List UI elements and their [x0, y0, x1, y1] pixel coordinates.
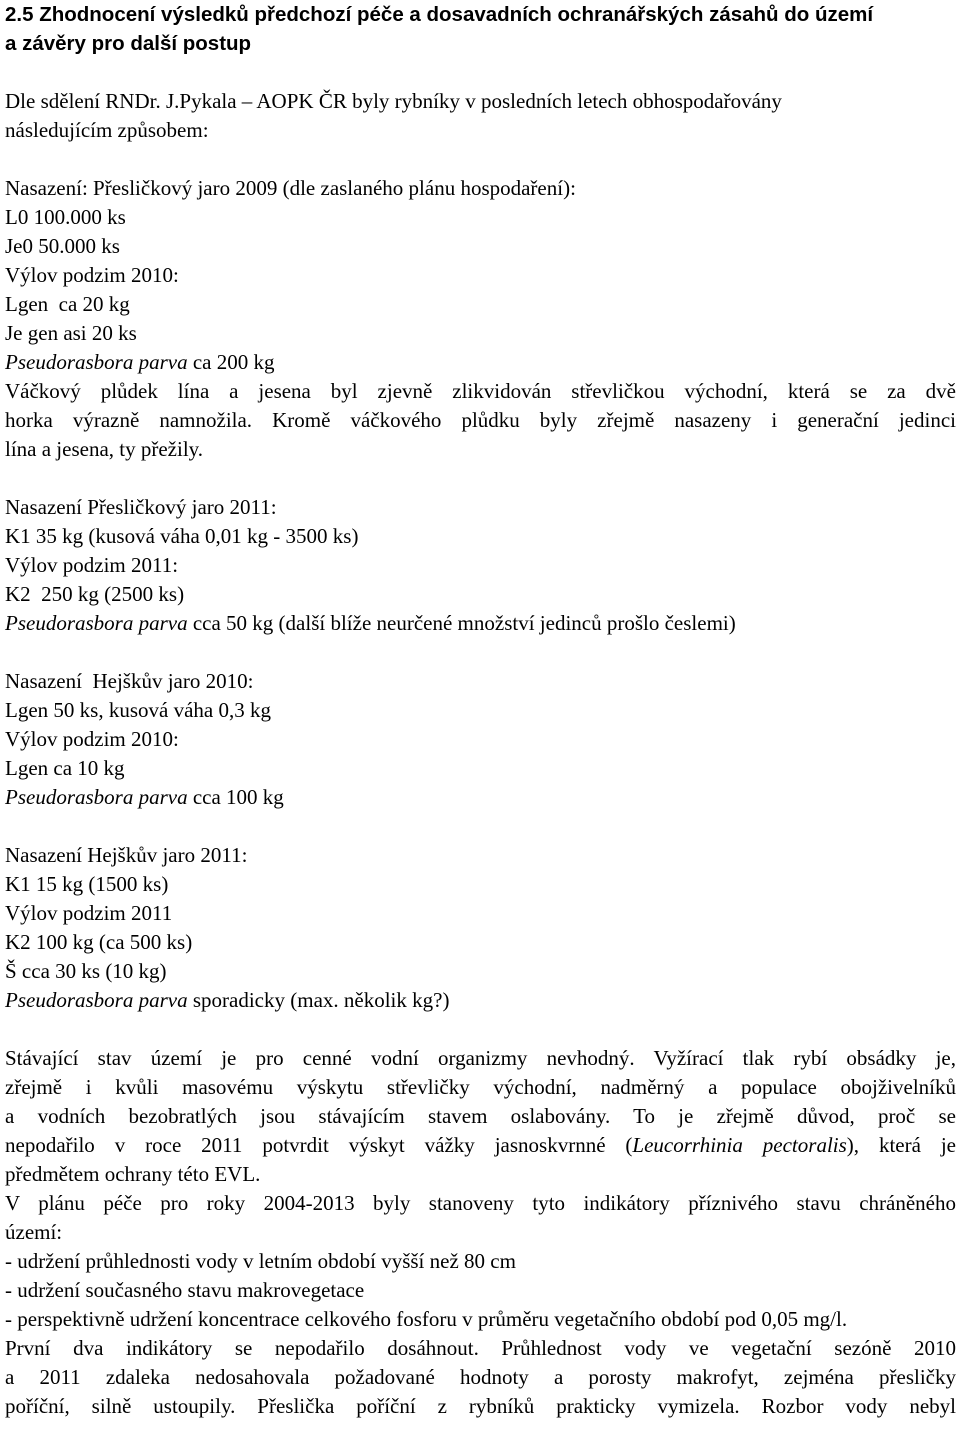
block2-line: K2 250 kg (2500 ks) [5, 582, 185, 606]
block1-line: Výlov podzim 2010: [5, 263, 179, 287]
block2-line [5, 609, 956, 638]
conclusion-line: První dva indikátory se nepodařilo dosáhnout. Průhlednost vody ve vegetační sezóně 2010 [5, 1336, 956, 1360]
indicators-section [5, 1189, 956, 1334]
indicators-line: území: [5, 1220, 63, 1244]
stocking-block-1 [5, 174, 956, 464]
species-name: Pseudorasbora parva [5, 785, 188, 809]
block3-line: Lgen ca 10 kg [5, 756, 125, 780]
species-name: Pseudorasbora parva [5, 988, 188, 1012]
block2-line: Nasazení Přesličkový jaro 2011: [5, 495, 277, 519]
conclusion-line: poříční, silně ustoupily. Přeslička poříční z rybníků prakticky vymizela. Rozbor vody nebyl [5, 1394, 956, 1418]
amount-text: cca 50 kg (další blíže neurčené množství jedinců prošlo česlemi) [187, 611, 736, 635]
indicator-item: - perspektivně udržení koncentrace celkového fosforu v průměru vegetačního období pod 0,05 mg/l. [5, 1307, 848, 1331]
assessment-text: nepodařilo v roce 2011 potvrdit výskyt vážky jasnoskvrnné ( [5, 1133, 633, 1157]
block3-line [5, 783, 956, 812]
block3-line: Výlov podzim 2010: [5, 727, 179, 751]
species-name: Pseudorasbora parva [5, 611, 188, 635]
block4-line: Výlov podzim 2011 [5, 901, 173, 925]
spacer [5, 638, 956, 667]
spacer [5, 812, 956, 841]
indicators-intro [5, 1189, 956, 1247]
block2-line: Výlov podzim 2011: [5, 553, 179, 577]
block1-line: lína a jesena, ty přežily. [5, 437, 204, 461]
indicator-item: - udržení současného stavu makrovegetace [5, 1278, 365, 1302]
block3-line: Lgen 50 ks, kusová váha 0,3 kg [5, 698, 271, 722]
block4-line [5, 986, 956, 1015]
block2-line: K1 35 kg (kusová váha 0,01 kg - 3500 ks) [5, 524, 359, 548]
intro-line-2: následujícím způsobem: [5, 118, 209, 142]
block1-line: Je gen asi 20 ks [5, 321, 137, 345]
assessment-text: ), která je [846, 1133, 956, 1157]
amount-text: ca 200 kg [187, 350, 275, 374]
block4-line: K1 15 kg (1500 ks) [5, 872, 169, 896]
block1-line: Nasazení: Přesličkový jaro 2009 (dle zaslaného plánu hospodaření): [5, 176, 576, 200]
block3-line: Nasazení Hejškův jaro 2010: [5, 669, 254, 693]
assessment-line: zřejmě i kvůli masovému výskytu střevličky východní, nadměrný a populace obojživelníků [5, 1075, 956, 1099]
heading-line-1: 2.5 Zhodnocení výsledků předchozí péče a dosavadních ochranářských zásahů do území [5, 3, 874, 26]
spacer [5, 464, 956, 493]
assessment-line: Stávající stav území je pro cenné vodní organizmy nevhodný. Vyžírací tlak rybí obsádky je, [5, 1046, 956, 1070]
heading-line-2: a závěry pro další postup [5, 32, 252, 55]
block1-paragraph [5, 377, 956, 464]
stocking-block-3 [5, 667, 956, 812]
assessment-line [5, 1131, 956, 1160]
indicator-item: - udržení průhlednosti vody v letním období vyšší než 80 cm [5, 1249, 516, 1273]
species-name: Pseudorasbora parva [5, 350, 188, 374]
block1-line: L0 100.000 ks [5, 205, 126, 229]
spacer [5, 1015, 956, 1044]
block1-line [5, 348, 956, 377]
block4-line: Nasazení Hejškův jaro 2011: [5, 843, 248, 867]
assessment-paragraph [5, 1044, 956, 1189]
stocking-block-2 [5, 493, 956, 638]
spacer [5, 58, 956, 87]
block1-line: Lgen ca 20 kg [5, 292, 130, 316]
block4-line: Š cca 30 ks (10 kg) [5, 959, 167, 983]
assessment-line: a vodních bezobratlých jsou stávajícím stavem oslabovány. To je zřejmě důvod, proč se [5, 1104, 956, 1128]
intro-paragraph [5, 87, 956, 145]
spacer [5, 145, 956, 174]
conclusion-paragraph [5, 1334, 956, 1421]
stocking-block-4 [5, 841, 956, 1015]
amount-text: sporadicky (max. několik kg?) [187, 988, 450, 1012]
block1-line: Váčkový plůdek lína a jesena byl zjevně zlikvidován střevličkou východní, která se za dvě [5, 379, 956, 403]
assessment-line: předmětem ochrany této EVL. [5, 1162, 261, 1186]
species-name: Leucorrhinia pectoralis [632, 1133, 847, 1157]
indicators-line: V plánu péče pro roky 2004-2013 byly stanoveny tyto indikátory příznivého stavu chráněného [5, 1191, 956, 1215]
amount-text: cca 100 kg [187, 785, 284, 809]
section-heading [5, 0, 956, 58]
intro-line-1: Dle sdělení RNDr. J.Pykala – AOPK ČR byly rybníky v posledních letech obhospodařovány [5, 89, 782, 113]
block4-line: K2 100 kg (ca 500 ks) [5, 930, 193, 954]
conclusion-line: a 2011 zdaleka nedosahovala požadované hodnoty a porosty makrofyt, zejména přesličky [5, 1365, 956, 1389]
block1-line: horka výrazně namnožila. Kromě váčkového plůdku byly zřejmě nasazeny i generační jedinci [5, 408, 956, 432]
block1-line: Je0 50.000 ks [5, 234, 120, 258]
